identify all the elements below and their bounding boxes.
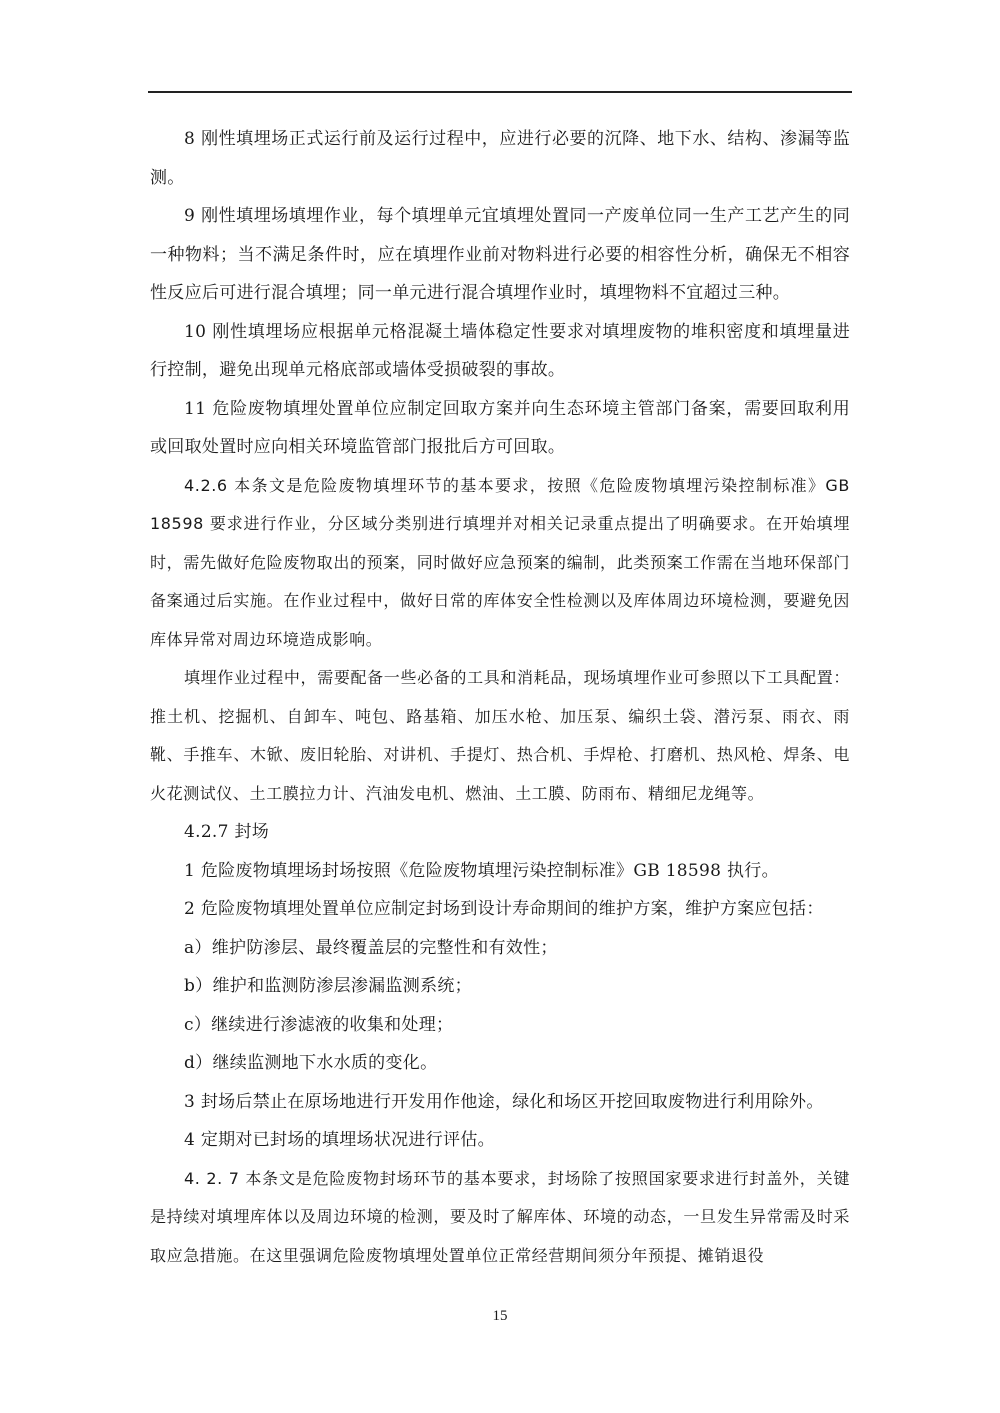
- commentary-4-2-7: 4. 2. 7 本条文是危险废物封场环节的基本要求，封场除了按照国家要求进行封盖外，关键是持续对填埋库体以及周边环境的检测，要及时了解库体、环境的动态，一旦发生异常需及时采取应急措施。在这里强调危险废物填埋处置单位正常经营期间须分年预提、摊销退役: [150, 1168, 850, 1265]
- header-rule: [148, 91, 852, 93]
- commentary-4-2-6-tools: 填埋作业过程中，需要配备一些必备的工具和消耗品，现场填埋作业可参照以下工具配置：推土机、挖掘机、自卸车、吨包、路基箱、加压水枪、加压泵、编织土袋、潜污泵、雨衣、雨靴、手推车、木锨、废旧轮胎、对讲机、手提灯、热合机、手焊枪、打磨机、热风枪、焊条、电火花测试仪、土工膜拉力计、汽油发电机、燃油、土工膜、防雨布、精细尼龙绳等。: [150, 668, 850, 803]
- clause-9: 9 刚性填埋场填埋作业，每个填埋单元宜填埋处置同一产废单位同一生产工艺产生的同一种物料；当不满足条件时，应在填埋作业前对物料进行必要的相容性分析，确保无不相容性反应后可进行混合填埋；同一单元进行混合填埋作业时，填埋物料不宜超过三种。: [150, 206, 850, 303]
- closure-clause-3: 3 封场后禁止在原场地进行开发用作他途，绿化和场区开挖回取废物进行利用除外。: [184, 1091, 824, 1112]
- closure-item-a: a）维护防渗层、最终覆盖层的完整性和有效性；: [184, 937, 558, 958]
- closure-clause-4: 4 定期对已封场的填埋场状况进行评估。: [184, 1130, 495, 1150]
- section-heading-4-2-7: 4.2.7 封场: [184, 822, 270, 842]
- page-number: 15: [492, 1308, 508, 1324]
- closure-item-b: b）维护和监测防渗层渗漏监测系统；: [184, 976, 472, 996]
- closure-item-d: d）继续监测地下水水质的变化。: [184, 1053, 438, 1073]
- document-body: [150, 120, 850, 1275]
- clause-8: 8 刚性填埋场正式运行前及运行过程中，应进行必要的沉降、地下水、结构、渗漏等监测。: [150, 129, 850, 188]
- closure-clause-1: 1 危险废物填埋场封场按照《危险废物填埋污染控制标准》GB 18598 执行。: [184, 860, 779, 881]
- closure-item-c: c）继续进行渗滤液的收集和处理；: [184, 1014, 454, 1035]
- clause-11: 11 危险废物填埋处置单位应制定回取方案并向生态环境主管部门备案，需要回取利用或回取处置时应向相关环境监管部门报批后方可回取。: [150, 398, 850, 457]
- commentary-4-2-6: 4.2.6 本条文是危险废物填埋环节的基本要求，按照《危险废物填埋污染控制标准》GB 18598 要求进行作业，分区域分类别进行填埋并对相关记录重点提出了明确要求。在开始填埋时，需先做好危险废物取出的预案，同时做好应急预案的编制，此类预案工作需在当地环保部门备案通过后实施。在作业过程中，做好日常的库体安全性检测以及库体周边环境检测，要避免因库体异常对周边环境造成影响。: [150, 475, 850, 649]
- closure-clause-2: 2 危险废物填埋处置单位应制定封场到设计寿命期间的维护方案，维护方案应包括：: [184, 899, 824, 919]
- clause-10: 10 刚性填埋场应根据单元格混凝土墙体稳定性要求对填埋废物的堆积密度和填埋量进行控制，避免出现单元格底部或墙体受损破裂的事故。: [150, 321, 850, 380]
